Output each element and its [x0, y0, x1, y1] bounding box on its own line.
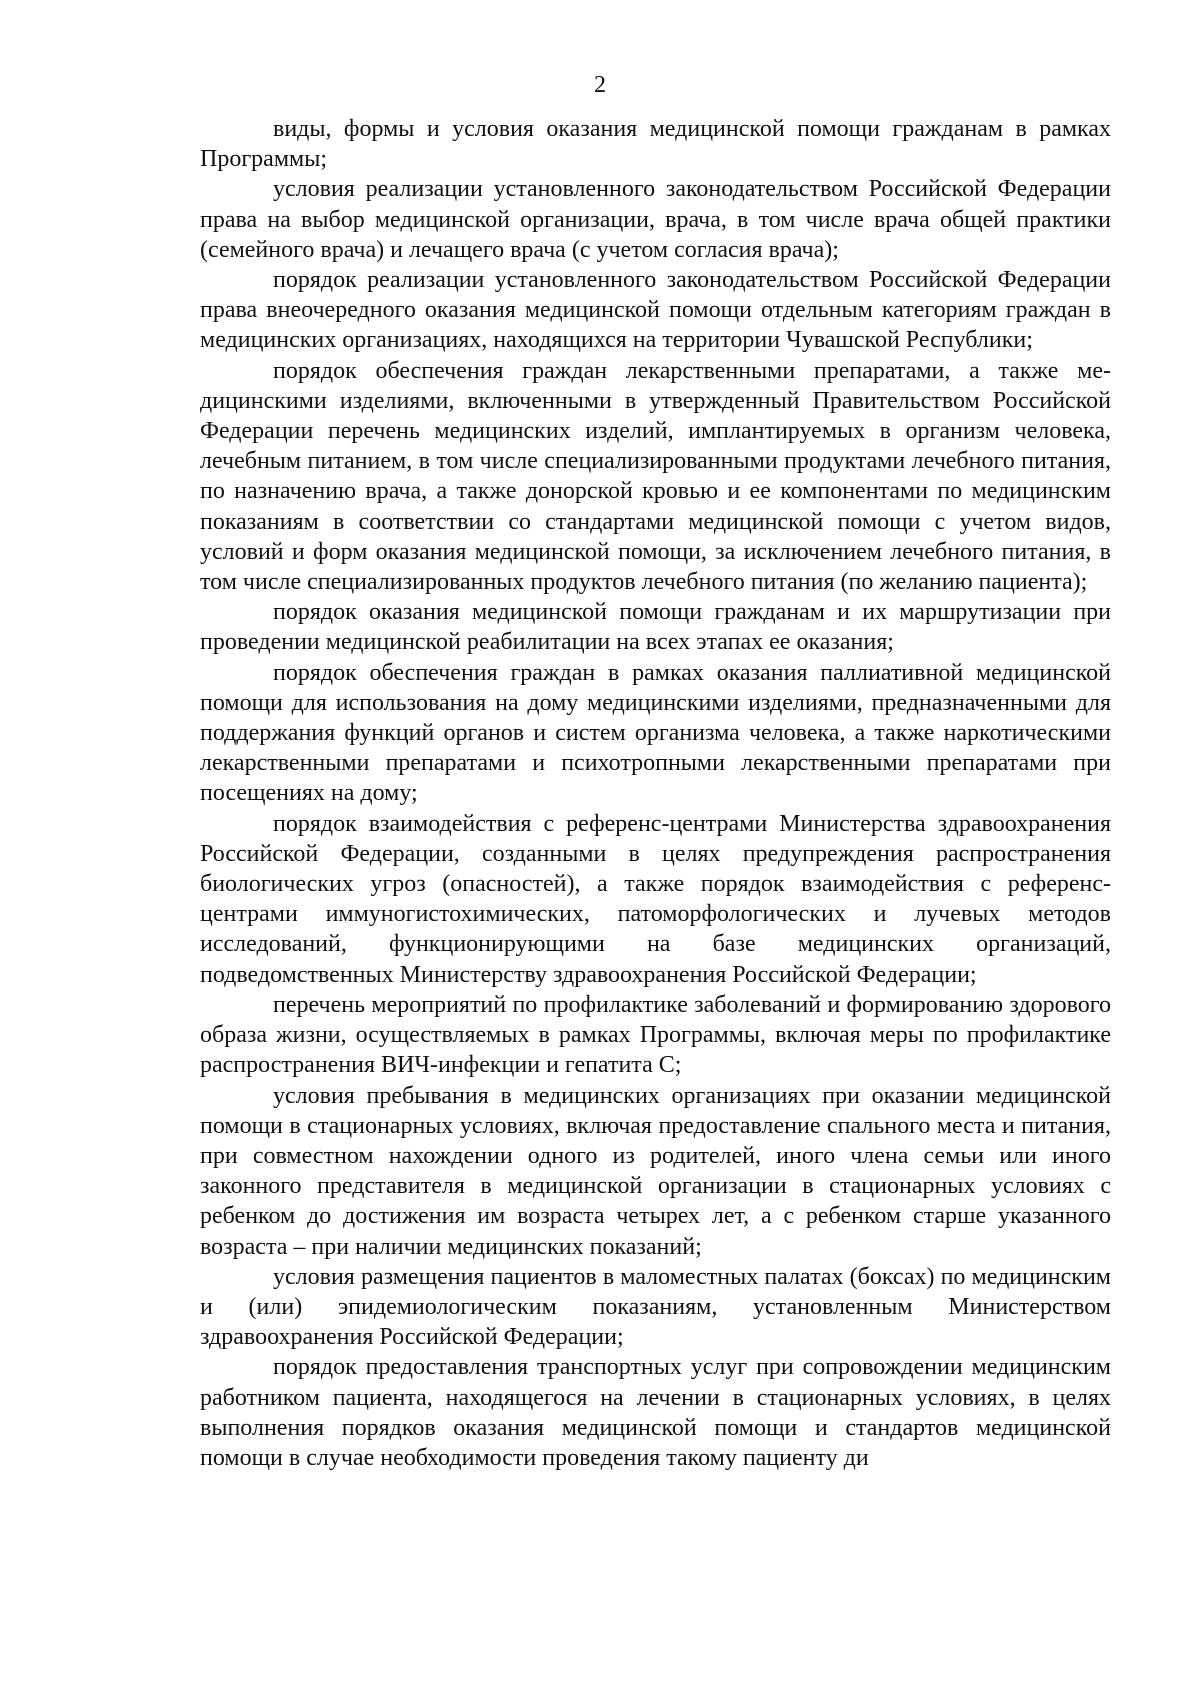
paragraph-transport-services: порядок предоставления транспортных услуг при сопровождении медицинским работником пациента, находящегося на лечении в стационарных условиях, в целях выполнения порядков оказания медицинской помощи и стандартов медицинской помощи в случае необходимости проведения такому пациенту ди — [200, 1354, 1111, 1471]
paragraph-isolation-wards: условия размещения пациентов в маломестных палатах (боксах) по медицинским и (или) эпидемиологическим показаниям, установленным Министерством здравоохранения Российской Федерации; — [200, 1263, 1111, 1351]
page-number: 2 — [594, 72, 606, 98]
paragraph-drug-provision: порядок обеспечения граждан лекарственными препаратами, а также медицинскими изделиями, включенными в утвержденный Правительством Российской Федерации перечень медицинских изделий, имплантируемых в организм человека, лечебным питанием, в том числе специализированными продуктами лечебного питания, по назначению врача, а также донорской кровью и ее компонентами по медицинским показаниям в соответствии со стандартами медицинской помощи с учетом видов, условий и форм оказания медицинской помощи, за исключением лечебного питания, в том числе специализированных продуктов лечебного питания (по желанию пациента); — [200, 357, 1111, 596]
paragraph-palliative-care: порядок обеспечения граждан в рамках оказания паллиативной медицинской помощи для использования на дому медицинскими изделиями, предназначенными для поддержания функций органов и систем организма человека, а также наркотическими лекарственными препаратами и психотропными лекарственными препаратами при посещениях на дому; — [200, 659, 1111, 807]
paragraph-care-types: виды, формы и условия оказания медицинской помощи гражданам в рамках Программы; — [200, 116, 1111, 173]
paragraph-reference-centers: порядок взаимодействия с референс-центрами Министерства здравоохранения Российской Федерации, созданными в целях предупреждения распространения биологических угроз (опасностей), а также порядок взаимодействия с референс-центрами иммуногистохимических, патоморфологических и лучевых методов исследований, функционирующими на базе медицинских организаций, подведомственных Министерству здравоохранения Российской Федерации; — [200, 810, 1111, 988]
document-body — [200, 114, 1111, 1473]
paragraph-priority-care: порядок реализации установленного законодательством Российской Федерации права внеочередного оказания медицинской помощи отдельным категориям граждан в медицинских организациях, находящихся на территории Чувашской Республики; — [200, 267, 1111, 354]
paragraph-rehabilitation-routing: порядок оказания медицинской помощи гражданам и их маршрутизации при проведении медицинской реабилитации на всех этапах ее оказания; — [200, 599, 1111, 656]
paragraph-inpatient-stay: условия пребывания в медицинских организациях при оказании медицинской помощи в стационарных условиях, включая предоставление спального места и питания, при совместном нахождении одного из родителей, иного члена семьи или иного законного представителя в медицинской организации в стационарных условиях с ребенком до достижения им возраста четырех лет, а с ребенком старше указанного возраста – при наличии медицинских показаний; — [200, 1082, 1111, 1260]
paragraph-prevention-measures: перечень мероприятий по профилактике заболеваний и формированию здорового образа жизни, осуществляемых в рамках Программы, включая меры по профилактике распространения ВИЧ-инфекции и гепатита С; — [200, 991, 1111, 1079]
paragraph-choice-of-organization: условия реализации установленного законодательством Российской Федерации права на выбор медицинской организации, врача, в том числе врача общей практики (семейного врача) и лечащего врача (с учетом согласия врача); — [200, 176, 1111, 263]
